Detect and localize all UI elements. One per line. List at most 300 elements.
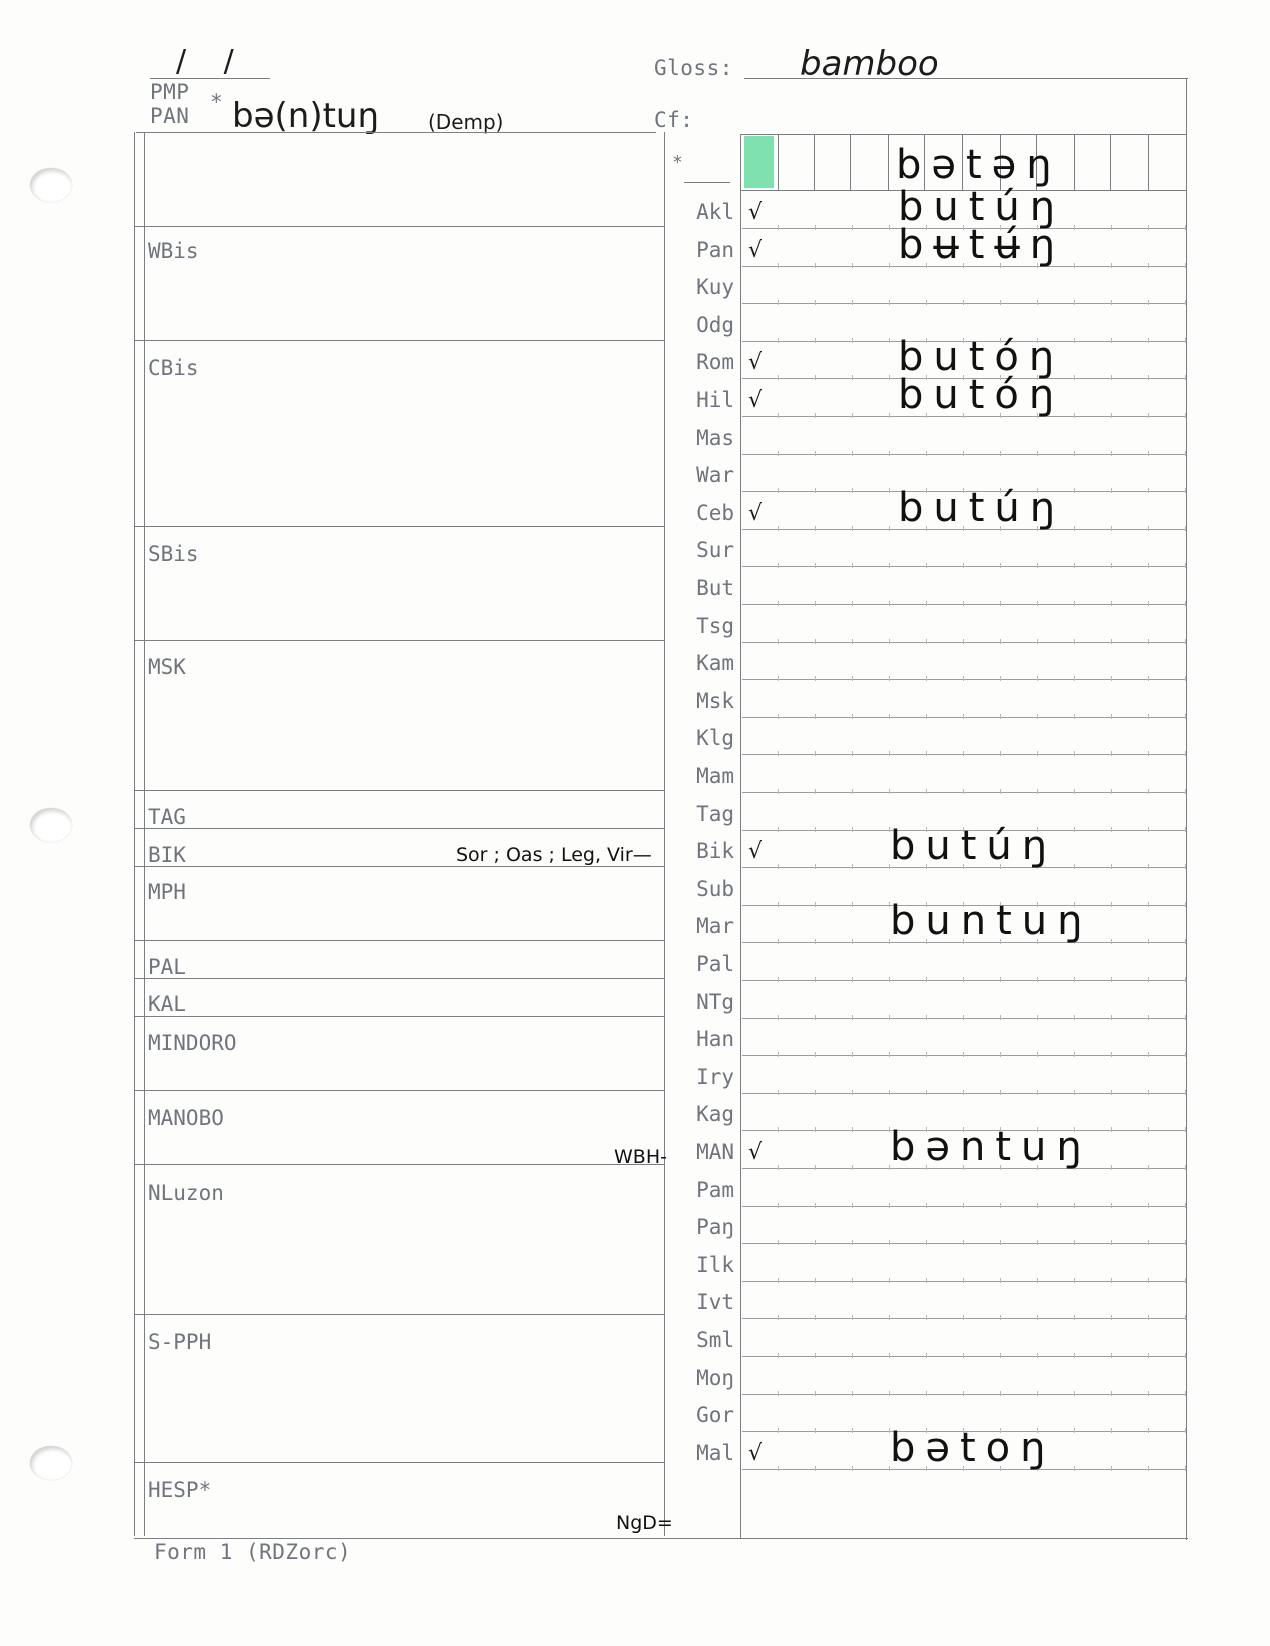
- row-tick: [1074, 563, 1075, 568]
- row-tick: [1111, 1052, 1112, 1057]
- row-tick: [1074, 375, 1075, 380]
- row-tick: [926, 563, 927, 568]
- row-tick: [1037, 1278, 1038, 1283]
- row-tick: [1074, 751, 1075, 756]
- row-tick: [1074, 451, 1075, 456]
- row-tick: [815, 827, 816, 832]
- row-tick: [815, 789, 816, 794]
- check-mark: √: [748, 388, 763, 413]
- row-tick: [1148, 413, 1149, 418]
- row-tick: [815, 1240, 816, 1245]
- row-tick: [963, 1391, 964, 1396]
- row-tick: [1185, 1428, 1186, 1433]
- row-line: [742, 679, 1186, 680]
- row-tick: [1185, 451, 1186, 456]
- row-tick: [889, 451, 890, 456]
- row-tick: [1148, 864, 1149, 869]
- language-code: Mar: [696, 914, 734, 939]
- row-tick: [1148, 714, 1149, 719]
- row-line: [742, 1093, 1186, 1094]
- row-tick: [1111, 1127, 1112, 1132]
- row-tick: [1000, 451, 1001, 456]
- row-tick: [1111, 1203, 1112, 1208]
- row-tick: [778, 789, 779, 794]
- handwritten-form: bʉtʉ́ŋ: [898, 221, 1066, 268]
- row-tick: [815, 902, 816, 907]
- row-tick: [1185, 1127, 1186, 1132]
- row-tick: [1074, 526, 1075, 531]
- row-tick: [815, 263, 816, 268]
- date-underline: [150, 78, 270, 79]
- row-line: [742, 980, 1186, 981]
- row-tick: [852, 488, 853, 493]
- row-tick: [1000, 1353, 1001, 1358]
- group-label-wbis: WBis: [148, 239, 199, 263]
- row-tick: [963, 1052, 964, 1057]
- punch-hole-top: [30, 168, 72, 202]
- row-tick: [1037, 1090, 1038, 1095]
- row-tick: [1185, 676, 1186, 681]
- group-divider: [134, 1164, 664, 1165]
- row-tick: [1111, 902, 1112, 907]
- row-tick: [852, 1466, 853, 1471]
- language-code: Ivt: [696, 1290, 734, 1315]
- language-code: Hil: [696, 388, 734, 412]
- row-tick: [1185, 375, 1186, 380]
- row-tick: [778, 1052, 779, 1057]
- row-tick: [778, 714, 779, 719]
- group-label-sbis: SBis: [148, 542, 199, 566]
- language-code: Mas: [696, 425, 734, 450]
- row-tick: [1074, 1052, 1075, 1057]
- row-tick: [852, 1240, 853, 1245]
- row-tick: [778, 1278, 779, 1283]
- check-mark: √: [748, 200, 763, 225]
- row-tick: [1074, 864, 1075, 869]
- row-tick: [815, 1353, 816, 1358]
- row-tick: [1185, 1278, 1186, 1283]
- row-tick: [778, 413, 779, 418]
- row-tick: [1000, 1240, 1001, 1245]
- row-tick: [852, 1203, 853, 1208]
- punch-hole-bottom: [30, 1446, 72, 1480]
- row-tick: [963, 451, 964, 456]
- row-tick: [1111, 751, 1112, 756]
- row-tick: [852, 789, 853, 794]
- row-tick: [1148, 902, 1149, 907]
- language-code: Klg: [696, 726, 734, 751]
- row-tick: [1037, 1015, 1038, 1020]
- row-tick: [1185, 939, 1186, 944]
- row-tick: [963, 1090, 964, 1095]
- language-code: Tsg: [696, 613, 734, 638]
- row-tick: [1185, 1090, 1186, 1095]
- row-tick: [1111, 451, 1112, 456]
- group-divider: [134, 340, 664, 341]
- row-tick: [1000, 639, 1001, 644]
- row-tick: [1074, 639, 1075, 644]
- row-tick: [889, 526, 890, 531]
- row-tick: [1111, 375, 1112, 380]
- group-label-msk: MSK: [148, 655, 186, 679]
- language-code: Gor: [696, 1403, 734, 1428]
- asterisk: *: [210, 90, 224, 114]
- row-tick: [963, 789, 964, 794]
- row-tick: [1148, 1127, 1149, 1132]
- handwritten-form: butóŋ: [898, 372, 1065, 418]
- language-code: Iry: [696, 1064, 734, 1089]
- row-tick: [815, 1428, 816, 1433]
- group-label-tag: TAG: [148, 805, 186, 829]
- row-tick: [778, 1315, 779, 1320]
- row-line: [742, 1318, 1186, 1319]
- row-tick: [889, 300, 890, 305]
- row-tick: [1074, 1240, 1075, 1245]
- language-code: Odg: [696, 312, 734, 337]
- row-tick: [1074, 338, 1075, 343]
- row-tick: [1111, 1428, 1112, 1433]
- row-tick: [1037, 300, 1038, 305]
- language-code: Sur: [696, 538, 734, 563]
- row-tick: [963, 1240, 964, 1245]
- check-mark: √: [748, 839, 763, 865]
- row-tick: [1074, 1315, 1075, 1320]
- row-tick: [1111, 300, 1112, 305]
- row-tick: [1000, 676, 1001, 681]
- row-tick: [1185, 300, 1186, 305]
- row-tick: [889, 1090, 890, 1095]
- row-tick: [1148, 263, 1149, 268]
- row-tick: [1074, 1090, 1075, 1095]
- group-divider: [134, 1016, 664, 1017]
- row-tick: [778, 1015, 779, 1020]
- reconstruction-underline: [136, 132, 656, 133]
- row-tick: [778, 1127, 779, 1132]
- row-tick: [1111, 413, 1112, 418]
- margin-note-man: WBH-: [614, 1146, 667, 1168]
- row-tick: [815, 225, 816, 230]
- group-label-mph: MPH: [148, 880, 186, 904]
- row-tick: [963, 1278, 964, 1283]
- row-tick: [852, 1090, 853, 1095]
- row-tick: [1000, 1015, 1001, 1020]
- star-row-label: *: [672, 152, 684, 173]
- middle-divider: [664, 132, 665, 1536]
- row-tick: [852, 451, 853, 456]
- row-tick: [1074, 977, 1075, 982]
- row-tick: [815, 977, 816, 982]
- row-tick: [1000, 751, 1001, 756]
- row-tick: [1074, 413, 1075, 418]
- row-tick: [889, 1240, 890, 1245]
- language-code: Pam: [696, 1177, 734, 1202]
- row-tick: [1111, 1391, 1112, 1396]
- row-line: [742, 1281, 1186, 1282]
- row-tick: [1111, 977, 1112, 982]
- row-tick: [1000, 1090, 1001, 1095]
- row-tick: [926, 1090, 927, 1095]
- check-mark: √: [748, 1140, 763, 1165]
- row-tick: [1185, 1015, 1186, 1020]
- row-tick: [852, 751, 853, 756]
- cf-label: Cf:: [654, 108, 694, 132]
- row-tick: [1111, 676, 1112, 681]
- language-code: Mam: [696, 764, 734, 788]
- row-line: [742, 1356, 1186, 1357]
- row-tick: [815, 676, 816, 681]
- row-tick: [815, 1278, 816, 1283]
- row-tick: [852, 526, 853, 531]
- row-tick: [1185, 827, 1186, 832]
- row-tick: [1148, 1353, 1149, 1358]
- star-cell-divider-4: [888, 134, 889, 190]
- row-tick: [852, 338, 853, 343]
- row-tick: [963, 977, 964, 982]
- row-tick: [889, 601, 890, 606]
- language-code: Moŋ: [696, 1365, 734, 1390]
- row-tick: [1000, 601, 1001, 606]
- row-tick: [889, 789, 890, 794]
- bottom-border: [134, 1538, 1188, 1539]
- row-tick: [778, 939, 779, 944]
- row-tick: [815, 714, 816, 719]
- row-tick: [1074, 1015, 1075, 1020]
- row-tick: [1074, 1428, 1075, 1433]
- row-tick: [1111, 263, 1112, 268]
- language-code: Paŋ: [696, 1215, 734, 1240]
- handwritten-form: butúŋ: [898, 484, 1066, 531]
- row-tick: [852, 1353, 853, 1358]
- star-row-blank: [684, 182, 730, 183]
- row-tick: [1111, 526, 1112, 531]
- row-tick: [1111, 1240, 1112, 1245]
- row-tick: [815, 1315, 816, 1320]
- language-code: Han: [696, 1027, 734, 1052]
- row-tick: [1148, 1391, 1149, 1396]
- row-tick: [1000, 1315, 1001, 1320]
- group-label-mindoro: MINDORO: [148, 1031, 237, 1055]
- language-code: Msk: [696, 688, 734, 713]
- language-code: Pan: [696, 237, 734, 262]
- group-divider: [134, 940, 664, 941]
- row-tick: [1185, 864, 1186, 869]
- row-tick: [1074, 1278, 1075, 1283]
- row-tick: [852, 1127, 853, 1132]
- row-tick: [1037, 977, 1038, 982]
- row-tick: [1148, 338, 1149, 343]
- row-tick: [1185, 1203, 1186, 1208]
- group-label-cbis: CBis: [148, 356, 199, 380]
- check-mark: √: [748, 237, 763, 263]
- row-tick: [1111, 488, 1112, 493]
- margin-note-mal: NgD=: [616, 1512, 673, 1534]
- row-tick: [815, 1391, 816, 1396]
- row-tick: [778, 902, 779, 907]
- row-tick: [1111, 827, 1112, 832]
- row-tick: [889, 1015, 890, 1020]
- language-code: Kag: [696, 1102, 734, 1127]
- row-tick: [1111, 1466, 1112, 1471]
- row-tick: [1148, 939, 1149, 944]
- row-tick: [926, 451, 927, 456]
- group-divider: [134, 640, 664, 641]
- row-tick: [1148, 526, 1149, 531]
- row-tick: [1148, 1090, 1149, 1095]
- row-tick: [1148, 375, 1149, 380]
- language-code: Akl: [696, 200, 734, 224]
- row-line: [742, 604, 1186, 605]
- row-tick: [1037, 601, 1038, 606]
- row-tick: [1000, 977, 1001, 982]
- row-tick: [1185, 789, 1186, 794]
- row-tick: [1111, 1278, 1112, 1283]
- row-line: [742, 1055, 1186, 1056]
- row-tick: [1185, 639, 1186, 644]
- row-tick: [1185, 977, 1186, 982]
- row-tick: [1000, 563, 1001, 568]
- star-cell-divider-11: [1148, 134, 1149, 190]
- row-tick: [778, 977, 779, 982]
- language-code: Kam: [696, 651, 734, 676]
- row-tick: [1148, 1428, 1149, 1433]
- row-line: [742, 642, 1186, 643]
- row-tick: [815, 338, 816, 343]
- row-tick: [815, 563, 816, 568]
- star-cell-divider-9: [1074, 134, 1075, 190]
- group-divider: [134, 790, 664, 791]
- language-code: Ceb: [696, 500, 734, 525]
- row-tick: [926, 1315, 927, 1320]
- row-tick: [926, 789, 927, 794]
- check-mark: √: [748, 1440, 763, 1466]
- row-tick: [889, 751, 890, 756]
- row-tick: [778, 1353, 779, 1358]
- row-tick: [1111, 639, 1112, 644]
- row-tick: [778, 751, 779, 756]
- row-tick: [852, 263, 853, 268]
- row-tick: [852, 864, 853, 869]
- row-tick: [963, 1203, 964, 1208]
- group-label-manobo: MANOBO: [148, 1106, 224, 1130]
- row-tick: [852, 902, 853, 907]
- row-tick: [889, 1353, 890, 1358]
- row-tick: [1037, 714, 1038, 719]
- row-tick: [889, 639, 890, 644]
- row-tick: [1185, 1353, 1186, 1358]
- row-tick: [889, 1315, 890, 1320]
- margin-note-bik: Sor ; Oas ; Leg, Vir—: [456, 844, 652, 866]
- row-tick: [963, 601, 964, 606]
- star-cell-divider-3: [850, 134, 851, 190]
- handwritten-form: bətoŋ: [890, 1424, 1056, 1471]
- row-tick: [889, 225, 890, 230]
- row-tick: [1185, 1315, 1186, 1320]
- row-tick: [963, 300, 964, 305]
- row-tick: [889, 676, 890, 681]
- row-tick: [1148, 789, 1149, 794]
- row-tick: [963, 714, 964, 719]
- star-row-form: bətəŋ: [896, 142, 1062, 188]
- row-tick: [926, 714, 927, 719]
- star-cell-divider-1: [778, 134, 779, 190]
- row-tick: [926, 1240, 927, 1245]
- handwritten-form: buntuŋ: [890, 898, 1093, 945]
- row-tick: [963, 751, 964, 756]
- row-tick: [926, 751, 927, 756]
- row-tick: [1074, 300, 1075, 305]
- group-label-hesp: HESP*: [148, 1478, 212, 1502]
- row-tick: [1148, 977, 1149, 982]
- row-tick: [1185, 1165, 1186, 1170]
- row-tick: [778, 1428, 779, 1433]
- row-tick: [1185, 488, 1186, 493]
- row-tick: [889, 977, 890, 982]
- row-tick: [778, 1391, 779, 1396]
- punch-hole-middle: [30, 808, 72, 842]
- row-tick: [778, 1466, 779, 1471]
- row-tick: [926, 1353, 927, 1358]
- handwritten-form: bəntuŋ: [890, 1124, 1092, 1170]
- reconstruction: bə(n)tuŋ: [232, 96, 380, 136]
- row-tick: [778, 1090, 779, 1095]
- row-tick: [778, 864, 779, 869]
- row-tick: [1148, 488, 1149, 493]
- group-label-kal: KAL: [148, 992, 186, 1016]
- row-tick: [1148, 1203, 1149, 1208]
- row-tick: [778, 827, 779, 832]
- row-tick: [1148, 563, 1149, 568]
- group-divider: [134, 866, 664, 867]
- row-tick: [1111, 1090, 1112, 1095]
- row-line: [742, 303, 1186, 304]
- row-tick: [1074, 1353, 1075, 1358]
- group-label-s-pph: S-PPH: [148, 1330, 212, 1354]
- handwritten-form: butóŋ: [898, 334, 1065, 381]
- row-tick: [778, 225, 779, 230]
- row-tick: [1111, 601, 1112, 606]
- row-line: [742, 454, 1186, 455]
- row-tick: [815, 601, 816, 606]
- row-tick: [852, 1015, 853, 1020]
- row-tick: [963, 1353, 964, 1358]
- row-tick: [1185, 526, 1186, 531]
- row-tick: [778, 263, 779, 268]
- row-tick: [1185, 1466, 1186, 1471]
- row-tick: [1074, 676, 1075, 681]
- row-tick: [926, 977, 927, 982]
- row-tick: [1185, 1240, 1186, 1245]
- pmp-label: PMP: [150, 80, 190, 104]
- row-tick: [778, 1165, 779, 1170]
- language-code: Kuy: [696, 275, 734, 300]
- row-tick: [815, 639, 816, 644]
- row-tick: [1185, 714, 1186, 719]
- row-tick: [852, 1428, 853, 1433]
- group-divider: [134, 828, 664, 829]
- row-tick: [1148, 751, 1149, 756]
- handwritten-form: butúŋ: [890, 823, 1058, 870]
- row-tick: [1111, 864, 1112, 869]
- row-tick: [852, 639, 853, 644]
- row-tick: [1074, 789, 1075, 794]
- row-tick: [1148, 1165, 1149, 1170]
- row-tick: [889, 413, 890, 418]
- row-tick: [1185, 563, 1186, 568]
- row-tick: [1037, 1240, 1038, 1245]
- gloss-underline: [744, 78, 1188, 79]
- row-tick: [963, 563, 964, 568]
- row-tick: [926, 639, 927, 644]
